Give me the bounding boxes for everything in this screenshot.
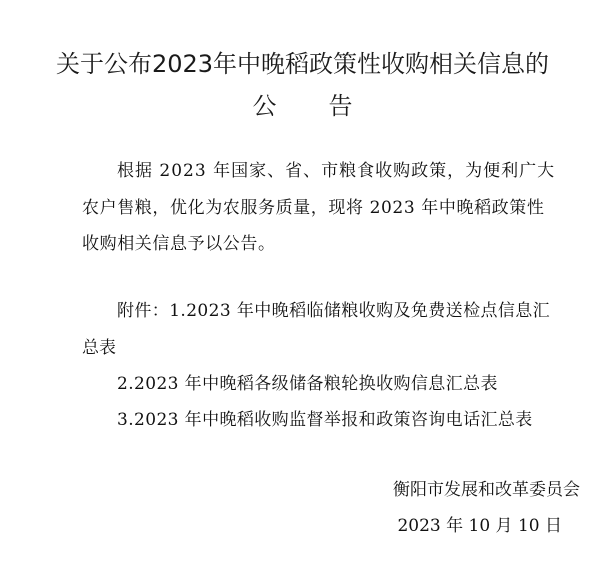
attachment-line-1: 附件：1.2023 年中晚稻临储粮收购及免费送检点信息汇 bbox=[117, 301, 551, 321]
attachment-line-3: 3.2023 年中晚稻收购监督举报和政策咨询电话汇总表 bbox=[117, 410, 533, 430]
issue-date: 2023 年 10 月 10 日 bbox=[397, 516, 562, 536]
notice-title-char-2: 告 bbox=[328, 92, 353, 120]
notice-title-char-1: 公 bbox=[252, 92, 277, 120]
attachment-line-2: 2.2023 年中晚稻各级储备粮轮换收购信息汇总表 bbox=[117, 374, 498, 394]
body-line-2: 农户售粮，优化为农服务质量，现将 2023 年中晚稻政策性 bbox=[82, 198, 545, 218]
body-line-3: 收购相关信息予以公告。 bbox=[82, 234, 276, 254]
attachment-line-1-cont: 总表 bbox=[82, 338, 116, 358]
issuer-name: 衡阳市发展和改革委员会 bbox=[393, 480, 580, 500]
body-line-1: 根据 2023 年国家、省、市粮食收购政策，为便利广大 bbox=[117, 161, 556, 181]
notice-title-line2 bbox=[0, 91, 605, 121]
notice-title-line1: 关于公布2023年中晚稻政策性收购相关信息的 bbox=[55, 50, 550, 78]
